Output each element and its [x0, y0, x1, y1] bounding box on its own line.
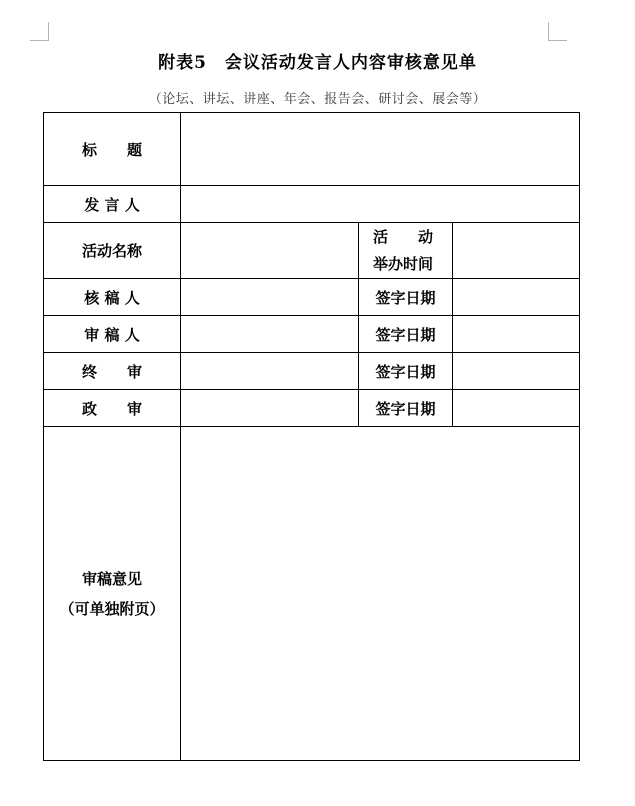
- review-form-table: [43, 112, 580, 761]
- final-review-sign-date-input-cell[interactable]: [453, 353, 580, 390]
- activity-time-input-cell[interactable]: [453, 223, 580, 279]
- opinion-label-line2: （可单独附页）: [59, 599, 165, 618]
- auditor-sign-date-label-cell: [359, 316, 453, 353]
- row-opinion: [44, 427, 580, 761]
- reviewer-sign-date-input-cell[interactable]: [453, 279, 580, 316]
- political-review-input-cell[interactable]: [181, 390, 359, 427]
- final-review-sign-date-label: 签字日期: [375, 362, 436, 381]
- political-review-sign-date-label-cell: [359, 390, 453, 427]
- activity-name-label: 活动名称: [81, 242, 142, 260]
- opinion-label-line1: 审稿意见: [81, 569, 142, 588]
- title-input-cell[interactable]: [181, 113, 580, 186]
- row-activity: [44, 223, 580, 279]
- political-review-label: 政 审: [81, 399, 142, 418]
- final-review-label-cell: [44, 353, 181, 390]
- reviewer-sign-date-label: 签字日期: [375, 288, 436, 307]
- political-review-label-cell: [44, 390, 181, 427]
- speaker-label: 发 言 人: [84, 195, 140, 214]
- auditor-label: 审 稿 人: [84, 325, 140, 344]
- speaker-label-cell: [44, 186, 181, 223]
- row-final-review: [44, 353, 580, 390]
- row-speaker: [44, 186, 580, 223]
- reviewer-label: 核 稿 人: [84, 288, 140, 307]
- final-review-sign-date-label-cell: [359, 353, 453, 390]
- page-corner-mark-top-left: [30, 22, 49, 41]
- title-label: 标 题: [81, 140, 142, 159]
- row-auditor: [44, 316, 580, 353]
- activity-name-input-cell[interactable]: [181, 223, 359, 279]
- speaker-input-cell[interactable]: [181, 186, 580, 223]
- auditor-sign-date-label: 签字日期: [375, 325, 436, 344]
- document-subtitle: （论坛、讲坛、讲座、年会、报告会、研讨会、展会等）: [148, 92, 487, 107]
- opinion-input-cell[interactable]: [181, 427, 580, 761]
- reviewer-label-cell: [44, 279, 181, 316]
- reviewer-sign-date-label-cell: [359, 279, 453, 316]
- political-review-sign-date-label: 签字日期: [375, 399, 436, 418]
- final-review-label: 终 审: [81, 362, 142, 381]
- political-review-sign-date-input-cell[interactable]: [453, 390, 580, 427]
- activity-name-label-cell: [44, 223, 181, 279]
- activity-time-label-line2: 举办时间: [373, 254, 434, 273]
- row-title: [44, 113, 580, 186]
- page-corner-mark-top-right: [548, 22, 567, 41]
- activity-time-label-cell: [359, 223, 453, 279]
- activity-time-label-line1: 活 动: [373, 227, 434, 246]
- row-reviewer: [44, 279, 580, 316]
- final-review-input-cell[interactable]: [181, 353, 359, 390]
- opinion-label-cell: [44, 427, 181, 761]
- auditor-input-cell[interactable]: [181, 316, 359, 353]
- document-title: 附表5 会议活动发言人内容审核意见单: [158, 53, 477, 73]
- auditor-label-cell: [44, 316, 181, 353]
- title-label-cell: [44, 113, 181, 186]
- row-political-review: [44, 390, 580, 427]
- reviewer-input-cell[interactable]: [181, 279, 359, 316]
- auditor-sign-date-input-cell[interactable]: [453, 316, 580, 353]
